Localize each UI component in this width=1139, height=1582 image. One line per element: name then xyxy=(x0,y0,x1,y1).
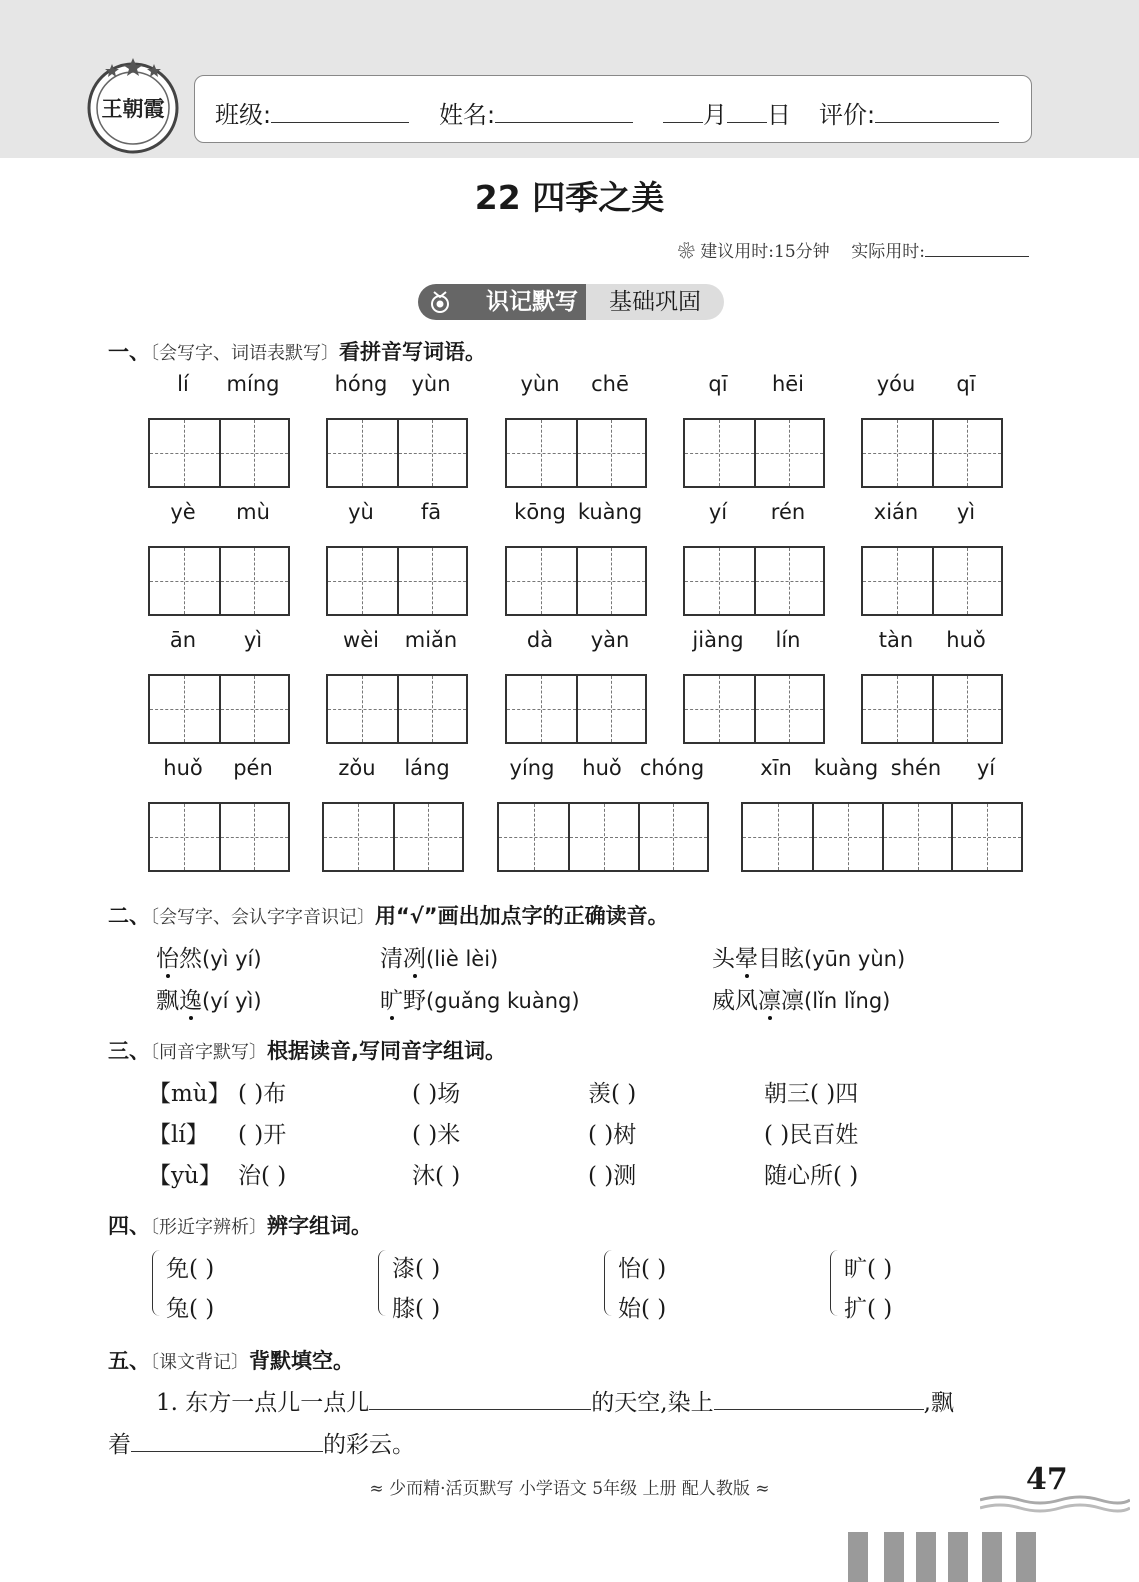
grid-cell[interactable] xyxy=(397,420,466,486)
tianzi-grid[interactable] xyxy=(148,802,290,872)
grid-cell[interactable] xyxy=(499,804,568,870)
pinyin-syllable: láng xyxy=(404,756,450,780)
reading-options: (liè lèi) xyxy=(426,947,499,971)
pinyin-syllable: yàn xyxy=(590,628,630,652)
pinyin-syllable: fā xyxy=(420,500,442,524)
similar-char-blank[interactable]: 免( ) xyxy=(166,1256,215,1282)
pinyin-syllable: xián xyxy=(873,500,919,524)
banner-left: 识记默写 xyxy=(418,284,588,320)
edge-bar xyxy=(948,1532,968,1582)
homophone-blank-item[interactable]: 沐( ) xyxy=(412,1163,461,1189)
tianzi-grid[interactable] xyxy=(683,546,825,616)
edge-bar xyxy=(916,1532,936,1582)
pinyin-syllable: kōng xyxy=(514,500,566,524)
tianzi-grid[interactable] xyxy=(505,674,647,744)
grid-cell[interactable] xyxy=(932,420,1001,486)
banner-right: 基础巩固 xyxy=(586,284,724,320)
pinyin-syllable: chē xyxy=(591,372,629,396)
homophone-blank-item[interactable]: 随心所( ) xyxy=(764,1163,859,1189)
day-label: 日 xyxy=(767,101,791,129)
homophone-blank-item[interactable]: ( )民百姓 xyxy=(764,1122,859,1148)
name-field[interactable] xyxy=(495,100,633,123)
pinyin-syllable: yí xyxy=(708,500,728,524)
section-2-heading xyxy=(108,900,669,930)
grid-cell[interactable] xyxy=(219,548,288,614)
section-1-heading xyxy=(108,336,486,366)
pronunciation-item[interactable] xyxy=(156,940,262,973)
pronunciation-item[interactable] xyxy=(712,982,890,1015)
grid-cell[interactable] xyxy=(932,676,1001,742)
footer-text: ≈ 少而精·活页默写 小学语文 5年级 上册 配人教版 ≈ xyxy=(369,1479,770,1499)
similar-char-blank[interactable]: 漆( ) xyxy=(392,1256,441,1282)
section-2-instruction: 用“√”画出加点字的正确读音。 xyxy=(375,904,669,928)
word-suffix: 然 xyxy=(179,946,202,972)
pinyin-syllable: shén xyxy=(890,756,942,780)
word-prefix: 头 xyxy=(712,946,735,972)
grid-cell[interactable] xyxy=(882,804,952,870)
pinyin-syllable: zǒu xyxy=(338,756,376,780)
grid-cell[interactable] xyxy=(219,676,288,742)
brace-icon xyxy=(378,1250,389,1316)
pinyin-syllable: huǒ xyxy=(946,628,986,652)
tianzi-grid[interactable] xyxy=(497,802,709,872)
pinyin-syllable: yí xyxy=(976,756,996,780)
grid-cell[interactable] xyxy=(150,676,219,742)
pinyin-syllable: huǒ xyxy=(163,756,203,780)
tianzi-grid[interactable] xyxy=(683,674,825,744)
grid-cell[interactable] xyxy=(397,548,466,614)
word-suffix: 凛 xyxy=(781,988,804,1014)
grid-cell[interactable] xyxy=(568,804,637,870)
pinyin-syllable: xīn xyxy=(760,756,792,780)
flower-icon: ❀ xyxy=(677,242,695,262)
grid-cell[interactable] xyxy=(150,548,219,614)
tianzi-grid[interactable] xyxy=(505,418,647,488)
pinyin-syllable: ān xyxy=(169,628,197,652)
section-4-tag: 〔形近字辨析〕 xyxy=(150,1217,267,1238)
section-1-tag: 〔会写字、词语表默写〕 xyxy=(150,343,339,364)
grid-cell[interactable] xyxy=(324,804,393,870)
section-1-instruction: 看拼音写词语。 xyxy=(339,340,486,364)
section-3-heading xyxy=(108,1035,506,1065)
page-number: 47 xyxy=(1026,1462,1068,1497)
pinyin-syllable: lín xyxy=(775,628,801,652)
brace-icon xyxy=(604,1250,615,1316)
recitation-line-2 xyxy=(108,1426,415,1459)
similar-char-blank[interactable]: 旷( ) xyxy=(844,1256,893,1282)
recitation-line-1 xyxy=(156,1384,954,1417)
logo-text: 王朝霞 xyxy=(101,96,165,121)
homophone-blank-item[interactable]: 治( ) xyxy=(238,1163,287,1189)
tianzi-grid[interactable] xyxy=(861,546,1003,616)
grid-cell[interactable] xyxy=(328,676,397,742)
grid-cell[interactable] xyxy=(507,548,576,614)
recite-blank-3[interactable] xyxy=(131,1427,323,1452)
grid-cell[interactable] xyxy=(863,676,932,742)
grid-cell[interactable] xyxy=(507,420,576,486)
pinyin-syllable: yì xyxy=(956,500,976,524)
grid-cell[interactable] xyxy=(638,804,707,870)
tianzi-grid[interactable] xyxy=(505,546,647,616)
homophone-pinyin-label: 【mù】 xyxy=(148,1081,231,1107)
word-prefix: 威风 xyxy=(712,988,758,1014)
page-title: 22 四季之美 xyxy=(474,178,665,217)
pronunciation-item[interactable] xyxy=(380,940,498,973)
actual-time-field[interactable] xyxy=(925,238,1029,257)
homophone-blank-item[interactable]: ( )场 xyxy=(412,1081,461,1107)
section-5-instruction: 背默填空。 xyxy=(249,1349,354,1373)
class-field[interactable] xyxy=(271,100,409,123)
homophone-blank-item[interactable]: ( )开 xyxy=(238,1122,287,1148)
eval-field[interactable] xyxy=(875,100,999,123)
brace-icon xyxy=(830,1250,841,1316)
tianzi-grid[interactable] xyxy=(326,674,468,744)
recite-text-1a: 1. 东方一点儿一点儿 xyxy=(156,1390,370,1416)
grid-cell[interactable] xyxy=(685,420,754,486)
dotted-char: 逸 xyxy=(179,988,202,1014)
dotted-char: 旷 xyxy=(380,988,403,1014)
pinyin-syllable: pén xyxy=(233,756,273,780)
pinyin-syllable: yùn xyxy=(520,372,560,396)
tianzi-grid[interactable] xyxy=(322,802,464,872)
edge-bar xyxy=(1016,1532,1036,1582)
class-label: 班级: xyxy=(215,101,272,129)
similar-char-blank[interactable]: 始( ) xyxy=(618,1296,667,1322)
eval-label: 评价: xyxy=(819,101,876,129)
homophone-blank-item[interactable]: ( )树 xyxy=(588,1122,637,1148)
tianzi-grid[interactable] xyxy=(326,546,468,616)
grid-cell[interactable] xyxy=(328,420,397,486)
pinyin-syllable: jiàng xyxy=(692,628,744,652)
reading-options: (yūn yùn) xyxy=(804,947,906,971)
homophone-pinyin-label: 【yù】 xyxy=(148,1163,222,1189)
pinyin-syllable: huǒ xyxy=(582,756,622,780)
pinyin-syllable: hēi xyxy=(771,372,805,396)
word-prefix: 清 xyxy=(380,946,403,972)
student-info-box xyxy=(194,75,1032,143)
pinyin-syllable: lí xyxy=(177,372,189,396)
word-suffix: 目眩 xyxy=(758,946,804,972)
pronunciation-item[interactable] xyxy=(156,982,262,1015)
section-3-number: 三、 xyxy=(108,1039,150,1063)
tianzi-grid[interactable] xyxy=(861,674,1003,744)
pinyin-syllable: yè xyxy=(170,500,196,524)
grid-cell[interactable] xyxy=(219,420,288,486)
day-field[interactable] xyxy=(727,100,767,123)
grid-cell[interactable] xyxy=(863,420,932,486)
grid-cell[interactable] xyxy=(863,548,932,614)
homophone-blank-item[interactable]: 羡( ) xyxy=(588,1081,637,1107)
reading-options: (lǐn lǐng) xyxy=(804,989,891,1013)
pinyin-syllable: chóng xyxy=(639,756,705,780)
grid-cell[interactable] xyxy=(219,804,288,870)
recite-text-1b: 的天空,染上 xyxy=(591,1390,714,1416)
similar-char-blank[interactable]: 扩( ) xyxy=(844,1296,893,1322)
similar-char-blank[interactable]: 膝( ) xyxy=(392,1296,441,1322)
edge-bar xyxy=(982,1532,1002,1582)
homophone-blank-item[interactable]: 朝三( )四 xyxy=(764,1081,859,1107)
pinyin-syllable: rén xyxy=(770,500,806,524)
grid-cell[interactable] xyxy=(685,676,754,742)
grid-cell[interactable] xyxy=(754,420,823,486)
suggested-time: 建议用时:15分钟 xyxy=(700,242,830,262)
edge-bar xyxy=(884,1532,904,1582)
brand-logo xyxy=(86,56,180,158)
tianzi-grid[interactable] xyxy=(148,546,290,616)
homophone-blank-item[interactable]: ( )测 xyxy=(588,1163,637,1189)
reading-options: (yí yì) xyxy=(202,989,262,1013)
pinyin-syllable: dà xyxy=(526,628,554,652)
reading-options: (guǎng kuàng) xyxy=(426,989,580,1013)
section-2-tag: 〔会写字、会认字字音识记〕 xyxy=(150,907,375,928)
tianzi-grid[interactable] xyxy=(741,802,1023,872)
grid-cell[interactable] xyxy=(576,676,645,742)
section-5-heading xyxy=(108,1345,354,1375)
pronunciation-item[interactable] xyxy=(712,940,905,973)
pinyin-syllable: kuàng xyxy=(813,756,879,780)
recite-blank-2[interactable] xyxy=(714,1385,924,1410)
dotted-char: 冽 xyxy=(403,946,426,972)
section-2-number: 二、 xyxy=(108,904,150,928)
recite-text-1c: ,飘 xyxy=(923,1390,954,1416)
homophone-blank-item[interactable]: ( )米 xyxy=(412,1122,461,1148)
pinyin-syllable: mù xyxy=(236,500,270,524)
pronunciation-item[interactable] xyxy=(380,982,580,1015)
section-4-heading xyxy=(108,1210,372,1240)
grid-cell[interactable] xyxy=(397,676,466,742)
section-4-instruction: 辨字组词。 xyxy=(267,1214,372,1238)
actual-time-label: 实际用时: xyxy=(851,242,925,262)
recite-text-2b: 的彩云。 xyxy=(323,1432,415,1458)
pinyin-syllable: yóu xyxy=(876,372,916,396)
name-label: 姓名: xyxy=(439,101,496,129)
section-4-number: 四、 xyxy=(108,1214,150,1238)
grid-cell[interactable] xyxy=(754,676,823,742)
time-info xyxy=(678,237,1029,262)
tianzi-grid[interactable] xyxy=(326,418,468,488)
pinyin-syllable: yì xyxy=(243,628,263,652)
section-3-instruction: 根据读音,写同音字组词。 xyxy=(267,1039,506,1063)
pinyin-syllable: míng xyxy=(226,372,280,396)
similar-char-blank[interactable]: 怡( ) xyxy=(618,1256,667,1282)
section-3-tag: 〔同音字默写〕 xyxy=(150,1042,267,1063)
tianzi-grid[interactable] xyxy=(861,418,1003,488)
pinyin-syllable: tàn xyxy=(878,628,914,652)
dotted-char: 怡 xyxy=(156,946,179,972)
tianzi-grid[interactable] xyxy=(683,418,825,488)
grid-cell[interactable] xyxy=(743,804,812,870)
grid-cell[interactable] xyxy=(150,420,219,486)
pinyin-syllable: qī xyxy=(956,372,976,396)
pinyin-syllable: yíng xyxy=(509,756,555,780)
reading-options: (yì yí) xyxy=(202,947,262,971)
grid-cell[interactable] xyxy=(507,676,576,742)
dotted-char: 晕 xyxy=(735,946,758,972)
pinyin-syllable: yùn xyxy=(411,372,451,396)
grid-cell[interactable] xyxy=(328,548,397,614)
similar-char-blank[interactable]: 兔( ) xyxy=(166,1296,215,1322)
month-field[interactable] xyxy=(663,100,703,123)
edge-bar xyxy=(848,1532,868,1582)
section-5-tag: 〔课文背记〕 xyxy=(150,1352,249,1373)
grid-cell[interactable] xyxy=(393,804,462,870)
section-5-number: 五、 xyxy=(108,1349,150,1373)
grid-cell[interactable] xyxy=(576,548,645,614)
tianzi-grid[interactable] xyxy=(148,674,290,744)
brace-icon xyxy=(152,1250,163,1316)
grid-cell[interactable] xyxy=(685,548,754,614)
month-label: 月 xyxy=(703,101,727,129)
grid-cell[interactable] xyxy=(576,420,645,486)
pinyin-syllable: miǎn xyxy=(404,628,458,652)
recite-blank-1[interactable] xyxy=(369,1385,591,1410)
dotted-char: 凛 xyxy=(758,988,781,1014)
grid-cell[interactable] xyxy=(932,548,1001,614)
wave-decoration-icon xyxy=(980,1492,1130,1518)
pinyin-syllable: qī xyxy=(708,372,728,396)
grid-cell[interactable] xyxy=(150,804,219,870)
medal-icon xyxy=(428,290,452,314)
grid-cell[interactable] xyxy=(754,548,823,614)
grid-cell[interactable] xyxy=(812,804,882,870)
recite-text-2a: 着 xyxy=(108,1432,131,1458)
pinyin-syllable: yù xyxy=(348,500,374,524)
homophone-pinyin-label: 【lí】 xyxy=(148,1122,209,1148)
section-1-number: 一、 xyxy=(108,340,150,364)
pinyin-syllable: wèi xyxy=(343,628,379,652)
pinyin-syllable: kuàng xyxy=(577,500,643,524)
grid-cell[interactable] xyxy=(951,804,1021,870)
word-suffix: 野 xyxy=(403,988,426,1014)
tianzi-grid[interactable] xyxy=(148,418,290,488)
word-prefix: 飘 xyxy=(156,988,179,1014)
homophone-blank-item[interactable]: ( )布 xyxy=(238,1081,287,1107)
section-banner xyxy=(418,284,724,320)
pinyin-syllable: hóng xyxy=(334,372,388,396)
